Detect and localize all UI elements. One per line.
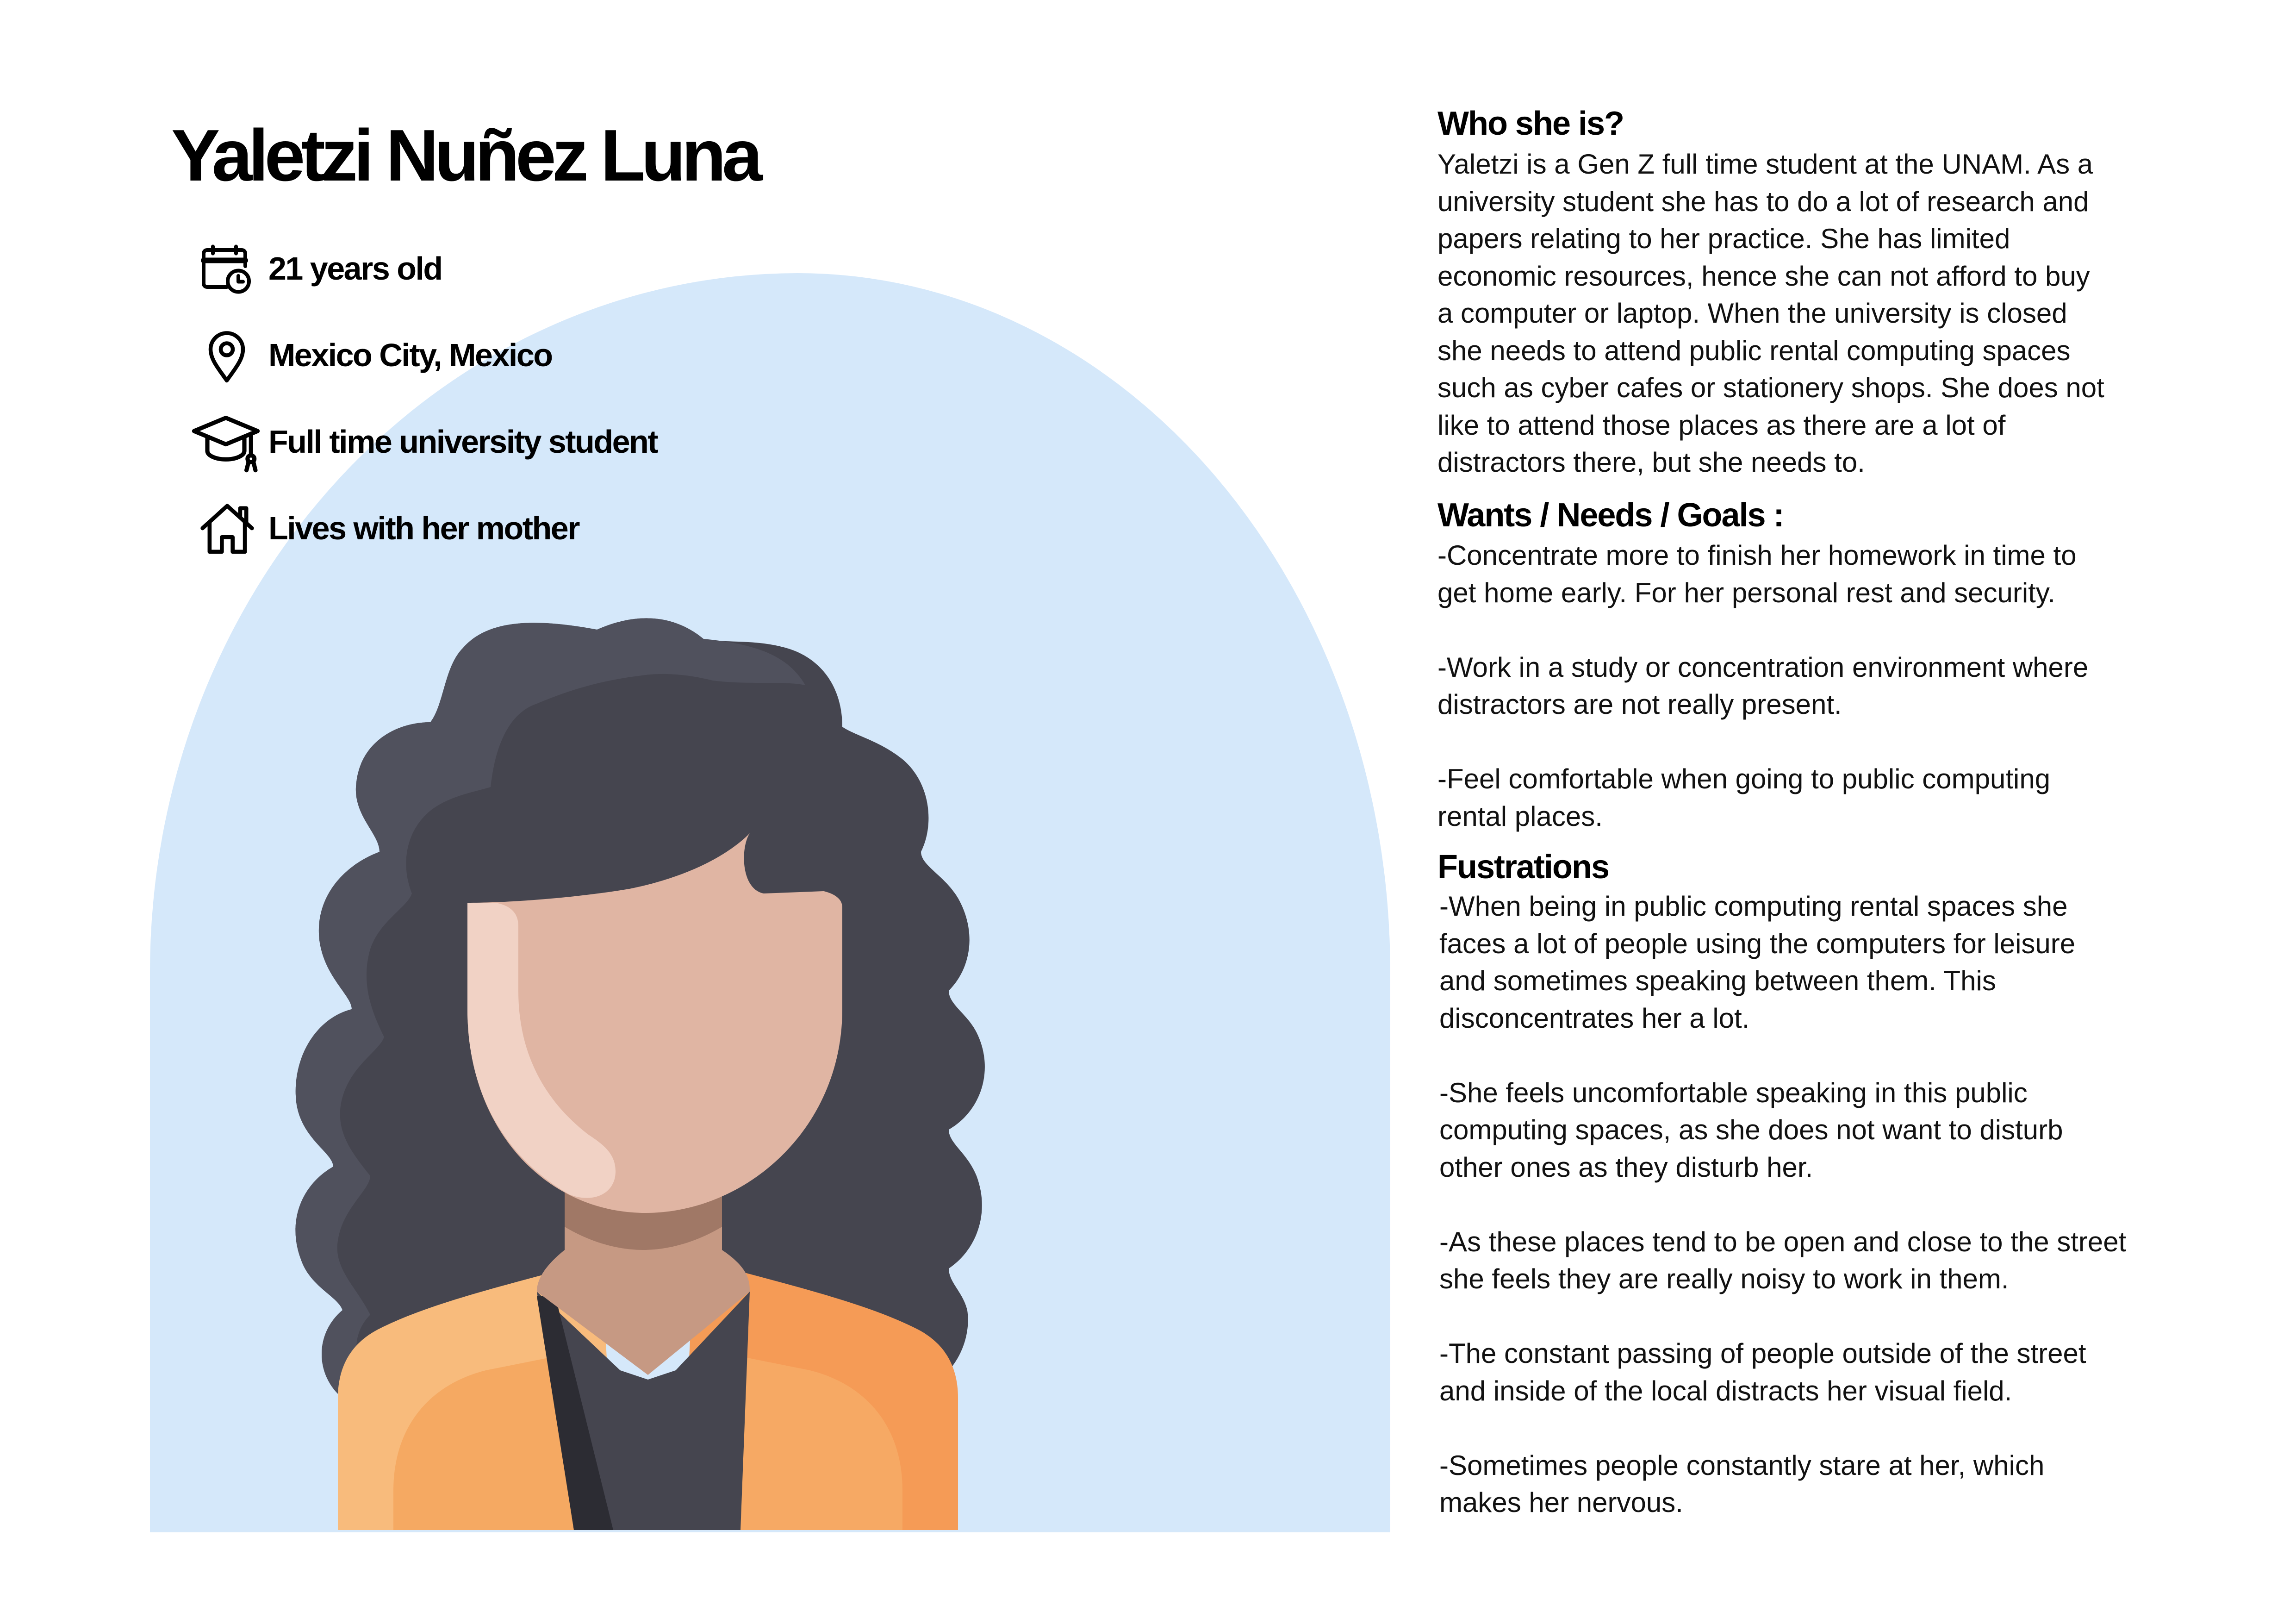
frustrations-title: Fustrations — [1437, 849, 1609, 886]
age-text: 21 years old — [268, 250, 442, 287]
persona-name: Yaletzi Nuñez Luna — [171, 115, 759, 196]
who-line: Yaletzi is a Gen Z full time student at the UNAM. As a — [1437, 149, 2093, 180]
wants-line: rental places. — [1437, 800, 1603, 832]
info-living — [199, 493, 579, 563]
living-text: Lives with her mother — [268, 510, 579, 546]
wants-line: -Feel comfortable when going to public computing — [1437, 763, 2051, 794]
frustration-line: and inside of the local distracts her visual field. — [1439, 1375, 2012, 1406]
who-body — [1437, 146, 2187, 481]
wants-line: distractors are not really present. — [1437, 689, 1842, 720]
frustration-line: other ones as they disturb her. — [1439, 1151, 1813, 1183]
who-line: papers relating to her practice. She has limited — [1437, 223, 2010, 254]
who-title: Who she is? — [1437, 105, 1624, 142]
wants-line: -Concentrate more to finish her homework in time to — [1437, 540, 2077, 571]
frustration-line: and sometimes speaking between them. This — [1439, 965, 1996, 996]
frustrations-body — [1439, 888, 2189, 1522]
frustration-line: -Sometimes people constantly stare at her, which — [1439, 1449, 2045, 1481]
who-line: university student she has to do a lot of research and — [1437, 186, 2089, 217]
who-line: like to attend those places as there are a lot of — [1437, 409, 2006, 441]
home-icon — [199, 493, 268, 563]
frustration-line: she feels they are really noisy to work in them. — [1439, 1263, 2009, 1294]
graduation-cap-icon — [189, 407, 268, 476]
frustration-line: faces a lot of people using the computers for leisure — [1439, 928, 2076, 959]
who-line: distractors there, but she needs to. — [1437, 447, 1865, 478]
frustration-line: computing spaces, as she does not want to disturb — [1439, 1114, 2063, 1145]
wants-line: -Work in a study or concentration environment where — [1437, 651, 2089, 683]
who-line: such as cyber cafes or stationery shops. She does not — [1437, 372, 2104, 403]
who-line: she needs to attend public rental computing spaces — [1437, 335, 2071, 366]
frustration-line: -The constant passing of people outside of the street — [1439, 1338, 2086, 1369]
wants-body — [1437, 537, 2187, 835]
wants-title: Wants / Needs / Goals : — [1437, 497, 1784, 534]
wants-line: get home early. For her personal rest and security. — [1437, 577, 2056, 608]
avatar-illustration — [287, 602, 1004, 1532]
location-pin-icon — [199, 320, 268, 390]
frustration-line: makes her nervous. — [1439, 1487, 1683, 1518]
frustration-line: disconcentrates her a lot. — [1439, 1002, 1750, 1034]
info-location — [199, 320, 552, 390]
who-line: a computer or laptop. When the university is closed — [1437, 298, 2067, 329]
frustration-line: -She feels uncomfortable speaking in this public — [1439, 1077, 2028, 1108]
frustration-line: -When being in public computing rental spaces she — [1439, 891, 2068, 922]
who-line: economic resources, hence she can not afford to buy — [1437, 260, 2090, 292]
frustration-line: -As these places tend to be open and close to the street — [1439, 1226, 2127, 1257]
occupation-text: Full time university student — [268, 424, 658, 460]
calendar-clock-icon — [199, 234, 268, 303]
location-text: Mexico City, Mexico — [268, 337, 552, 373]
info-age — [199, 234, 442, 303]
info-occupation — [199, 407, 657, 476]
